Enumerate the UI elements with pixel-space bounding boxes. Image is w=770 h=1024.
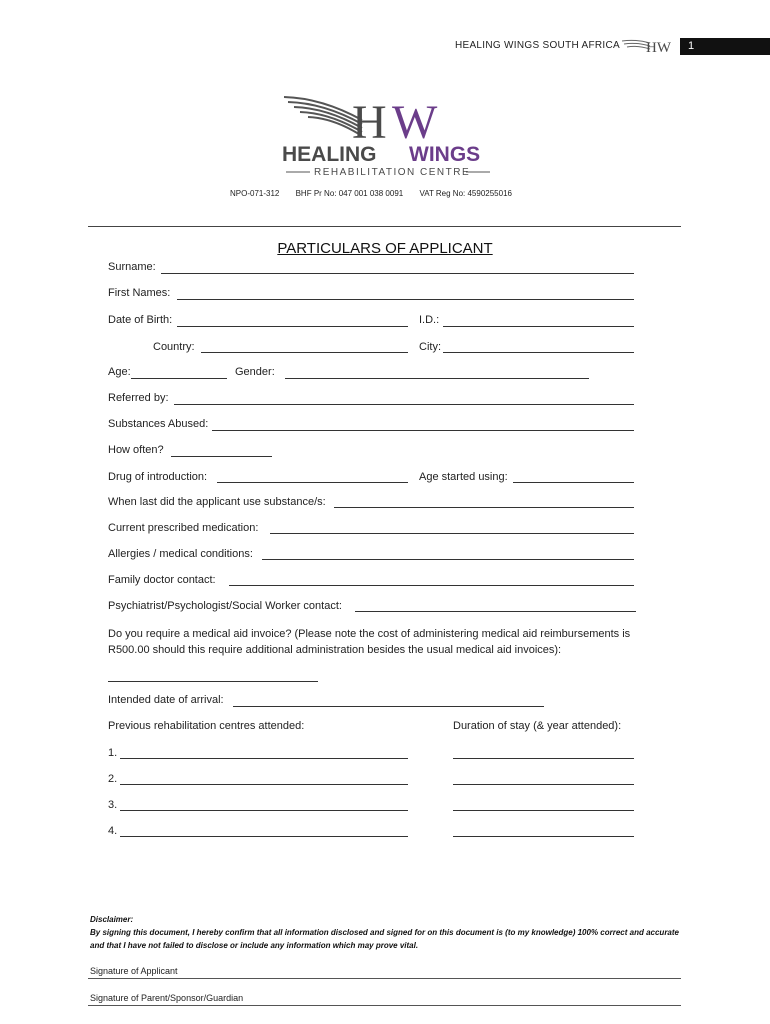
row-number-3: 3. xyxy=(108,799,118,811)
medical-aid-answer-field[interactable] xyxy=(108,681,318,682)
page-number: 1 xyxy=(688,40,695,52)
arrival-field[interactable] xyxy=(233,706,544,707)
psych-contact-field[interactable] xyxy=(355,611,636,612)
form-title: PARTICULARS OF APPLICANT xyxy=(277,240,493,257)
how-often-field[interactable] xyxy=(171,456,272,457)
healing-wings-logo xyxy=(282,94,497,178)
age-field[interactable] xyxy=(131,378,227,379)
id-field[interactable] xyxy=(443,326,634,327)
family-doctor-label: Family doctor contact: xyxy=(108,574,216,586)
disclaimer-text: By signing this document, I hereby confirm that all information disclosed and signed for on this document is (to my knowledge) 100% correct and accurate and that I have not failed to disclose or include any information which may prove vital. xyxy=(90,928,679,950)
logo-name-healing: HEALING xyxy=(282,143,377,166)
city-label: City: xyxy=(419,341,441,353)
country-label: Country: xyxy=(153,341,195,353)
npo-number: NPO-071-312 xyxy=(230,189,280,198)
row-number-1: 1. xyxy=(108,747,118,759)
disclaimer-block xyxy=(90,913,690,952)
gender-field[interactable] xyxy=(285,378,589,379)
referred-by-field[interactable] xyxy=(174,404,634,405)
signature-applicant-line[interactable] xyxy=(88,978,681,979)
header-divider xyxy=(88,226,681,227)
centre-field-2[interactable] xyxy=(120,784,408,785)
dob-field[interactable] xyxy=(177,326,408,327)
header-logo-monogram: HW xyxy=(646,40,671,55)
psych-contact-label: Psychiatrist/Psychologist/Social Worker contact: xyxy=(108,600,342,612)
id-label: I.D.: xyxy=(419,314,440,326)
first-names-field[interactable] xyxy=(177,299,634,300)
centre-field-1[interactable] xyxy=(120,758,408,759)
signature-guardian-label: Signature of Parent/Sponsor/Guardian xyxy=(90,993,244,1003)
age-label: Age: xyxy=(108,366,131,378)
last-use-field[interactable] xyxy=(334,507,634,508)
dob-label: Date of Birth: xyxy=(108,314,173,326)
family-doctor-field[interactable] xyxy=(229,585,634,586)
prev-centres-label: Previous rehabilitation centres attended: xyxy=(108,720,305,732)
wings-icon xyxy=(284,97,362,136)
row-number-2: 2. xyxy=(108,773,118,785)
logo-name-wings: WINGS xyxy=(409,143,481,166)
registration-line xyxy=(230,189,526,198)
allergies-label: Allergies / medical conditions: xyxy=(108,548,253,560)
signature-applicant-label: Signature of Applicant xyxy=(90,966,178,976)
medication-field[interactable] xyxy=(270,533,634,534)
surname-field[interactable] xyxy=(161,273,634,274)
medication-label: Current prescribed medication: xyxy=(108,522,259,534)
last-use-label: When last did the applicant use substance/s: xyxy=(108,496,326,508)
centre-field-4[interactable] xyxy=(120,836,408,837)
city-field[interactable] xyxy=(443,352,634,353)
signature-guardian-line[interactable] xyxy=(88,1005,681,1006)
drug-intro-field[interactable] xyxy=(217,482,408,483)
duration-field-3[interactable] xyxy=(453,810,634,811)
drug-intro-label: Drug of introduction: xyxy=(108,471,208,483)
medical-aid-question: Do you require a medical aid invoice? (Please note the cost of administering medical aid reimbursements is R500.00 should this require additional administration besides the usual medical aid invoices): xyxy=(108,628,631,656)
header-logo-icon xyxy=(622,37,672,55)
header-org-name: HEALING WINGS SOUTH AFRICA xyxy=(454,40,620,51)
first-names-label: First Names: xyxy=(108,287,171,299)
substances-field[interactable] xyxy=(212,430,634,431)
vat-number: VAT Reg No: 4590255016 xyxy=(419,189,512,198)
age-started-label: Age started using: xyxy=(419,471,508,483)
disclaimer-heading: Disclaimer: xyxy=(90,915,134,924)
referred-by-label: Referred by: xyxy=(108,392,169,404)
row-number-4: 4. xyxy=(108,825,118,837)
surname-label: Surname: xyxy=(108,261,156,273)
allergies-field[interactable] xyxy=(262,559,634,560)
page-number-box xyxy=(680,38,770,55)
duration-label: Duration of stay (& year attended): xyxy=(453,720,622,732)
logo-letter-h: H xyxy=(352,96,387,149)
bhf-number: BHF Pr No: 047 001 038 0091 xyxy=(295,189,404,198)
logo-subtitle: REHABILITATION CENTRE xyxy=(314,167,471,178)
country-field[interactable] xyxy=(201,352,408,353)
logo-letter-w: W xyxy=(392,96,438,149)
duration-field-2[interactable] xyxy=(453,784,634,785)
gender-label: Gender: xyxy=(235,366,275,378)
centre-field-3[interactable] xyxy=(120,810,408,811)
age-started-field[interactable] xyxy=(513,482,634,483)
arrival-label: Intended date of arrival: xyxy=(108,694,224,706)
duration-field-4[interactable] xyxy=(453,836,634,837)
duration-field-1[interactable] xyxy=(453,758,634,759)
substances-label: Substances Abused: xyxy=(108,418,209,430)
how-often-label: How often? xyxy=(108,444,164,456)
